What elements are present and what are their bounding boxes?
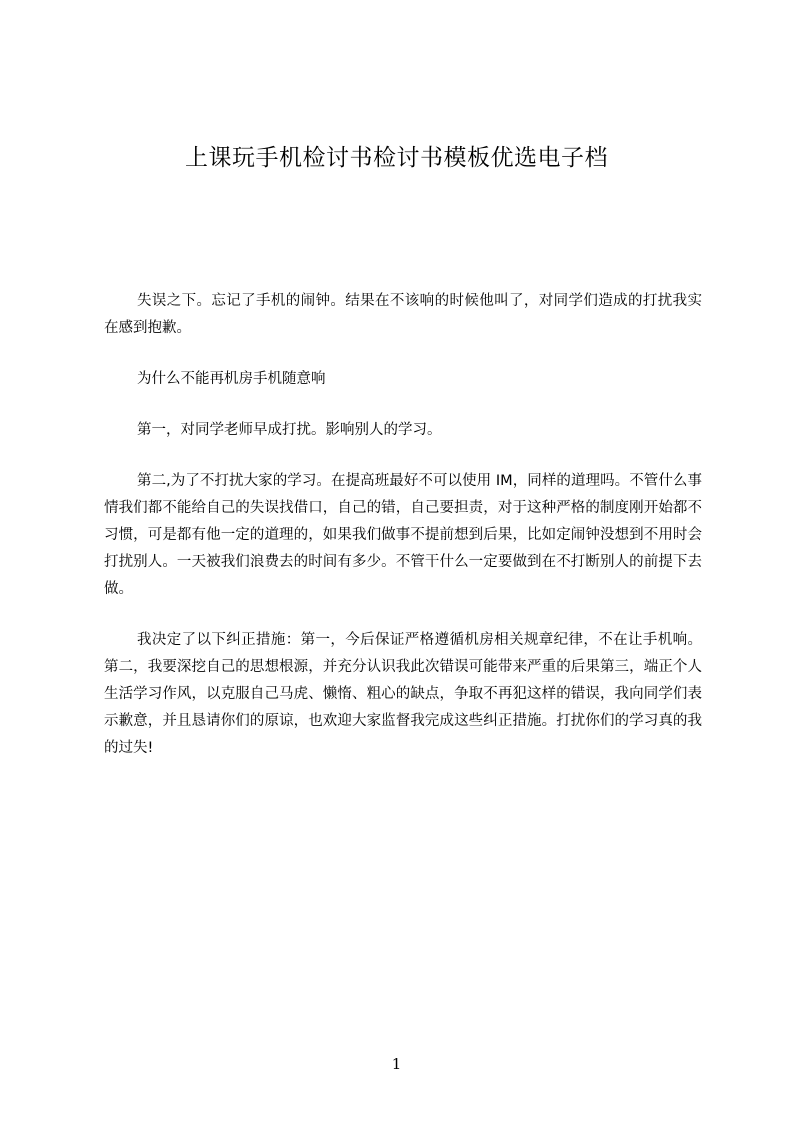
document-body xyxy=(104,288,702,786)
paragraph-question: 为什么不能再机房手机随意响 xyxy=(137,371,326,387)
paragraph-apology: 失误之下。忘记了手机的闹钟。结果在不该响的时候他叫了，对同学们造成的打扰我实在感到抱歉。 xyxy=(104,293,702,336)
paragraph-second-reason: 第二,为了不打扰大家的学习。在提高班最好不可以使用 IM，同样的道理吗。不管什么事情我们都不能给自己的失误找借口，自己的错，自己要担责，对于这种严格的制度刚开始都不习惯，可是都有他一定的道理的，如果我们做事不提前想到后果，比如定闹钟没想到不用时会打扰别人。一天被我们浪费去的时间有多少。不管干什么一定要做到在不打断别人的前提下去做。 xyxy=(104,473,702,597)
page-number: 1 xyxy=(391,1055,402,1073)
document-title: 上课玩手机检讨书检讨书模板优选电子档 xyxy=(185,145,608,171)
paragraph-corrective-measures: 我决定了以下纠正措施：第一，今后保证严格遵循机房相关规章纪律，不在让手机响。第二，我要深挖自己的思想根源，并充分认识我此次错误可能带来严重的后果第三，端正个人生活学习作风，以克服自己马虎、懒惰、粗心的缺点，争取不再犯这样的错误，我向同学们表示歉意，并且恳请你们的原谅，也欢迎大家监督我完成这些纠正措施。打扰你们的学习真的我的过失! xyxy=(104,632,702,756)
paragraph-first-reason: 第一，对同学老师早成打扰。影响别人的学习。 xyxy=(137,422,442,438)
